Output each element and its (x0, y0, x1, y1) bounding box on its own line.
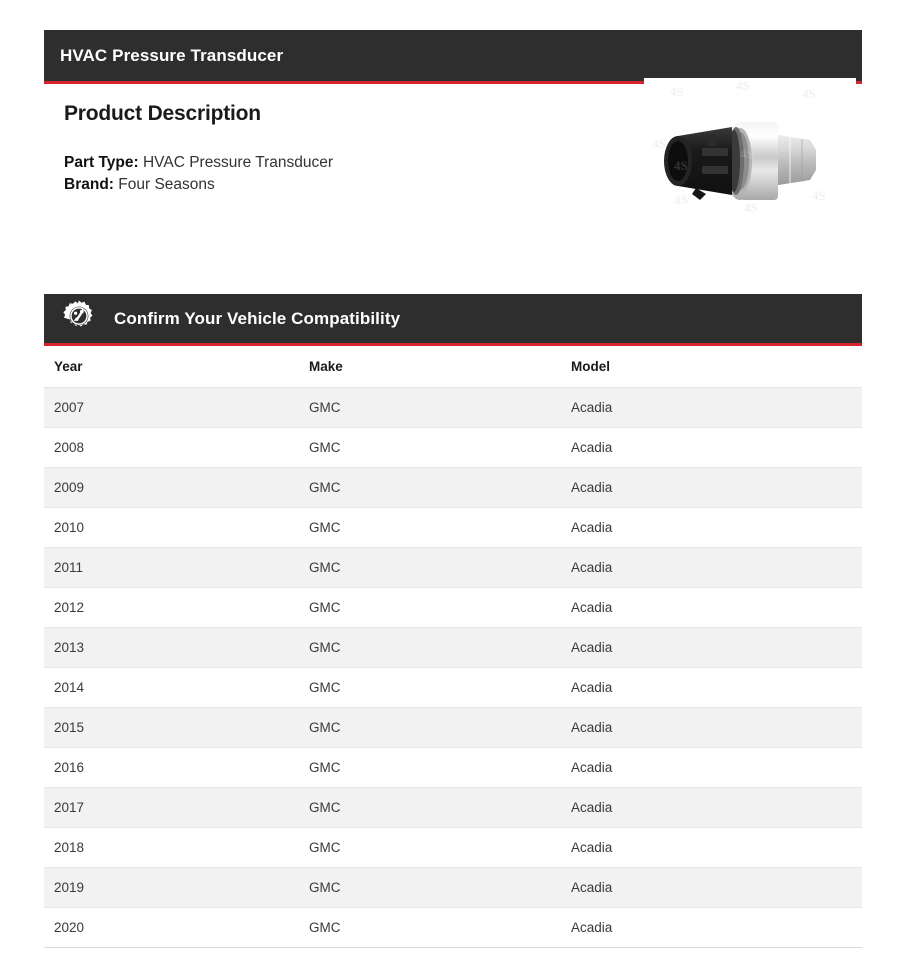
table-row (44, 548, 862, 588)
table-row (44, 468, 862, 508)
vehicle-compatibility-panel (44, 294, 862, 948)
cell-model: Acadia (561, 788, 862, 828)
product-panel-header (44, 30, 862, 84)
cell-model: Acadia (561, 508, 862, 548)
table-row (44, 908, 862, 948)
cell-model: Acadia (561, 868, 862, 908)
table-row (44, 668, 862, 708)
cell-year: 2015 (44, 708, 299, 748)
cell-year: 2019 (44, 868, 299, 908)
cell-year: 2012 (44, 588, 299, 628)
cell-model: Acadia (561, 548, 862, 588)
cell-make: GMC (299, 468, 561, 508)
cell-year: 2016 (44, 748, 299, 788)
spec-value-part-type: HVAC Pressure Transducer (142, 154, 334, 171)
compatibility-panel-title: Confirm Your Vehicle Compatibility (114, 308, 401, 328)
table-row (44, 828, 862, 868)
product-description-panel (44, 30, 862, 260)
cell-model: Acadia (561, 628, 862, 668)
spec-value-brand: Four Seasons (118, 176, 215, 193)
product-description-heading: Product Description (64, 102, 261, 125)
svg-text:4S: 4S (736, 78, 750, 93)
column-header-model: Model (561, 346, 862, 388)
table-row (44, 388, 862, 428)
table-row (44, 628, 862, 668)
cell-year: 2014 (44, 668, 299, 708)
cell-make: GMC (299, 908, 561, 948)
table-row (44, 748, 862, 788)
cell-make: GMC (299, 828, 561, 868)
cell-model: Acadia (561, 828, 862, 868)
cell-make: GMC (299, 588, 561, 628)
table-row (44, 708, 862, 748)
cell-year: 2020 (44, 908, 299, 948)
svg-text:4S: 4S (652, 136, 666, 151)
table-row (44, 428, 862, 468)
svg-text:4S: 4S (674, 192, 688, 207)
svg-text:4S: 4S (812, 188, 826, 203)
fitment-table-head (44, 346, 862, 388)
spec-label-brand: Brand: (64, 176, 114, 193)
gear-wrench-icon (62, 299, 96, 338)
cell-year: 2009 (44, 468, 299, 508)
fitment-table-body (44, 388, 862, 948)
cell-make: GMC (299, 428, 561, 468)
spec-label-part-type: Part Type: (64, 154, 139, 171)
cell-model: Acadia (561, 428, 862, 468)
cell-model: Acadia (561, 588, 862, 628)
cell-year: 2008 (44, 428, 299, 468)
product-panel-body (44, 78, 862, 257)
column-header-make: Make (299, 346, 561, 388)
table-row (44, 868, 862, 908)
cell-make: GMC (299, 388, 561, 428)
table-row (44, 788, 862, 828)
cell-make: GMC (299, 628, 561, 668)
cell-model: Acadia (561, 388, 862, 428)
compatibility-panel-header (44, 294, 862, 346)
cell-make: GMC (299, 668, 561, 708)
product-panel-title: HVAC Pressure Transducer (60, 45, 284, 65)
cell-year: 2011 (44, 548, 299, 588)
svg-text:4S: 4S (744, 200, 758, 215)
cell-make: GMC (299, 708, 561, 748)
cell-model: Acadia (561, 708, 862, 748)
table-row (44, 508, 862, 548)
cell-make: GMC (299, 868, 561, 908)
cell-year: 2018 (44, 828, 299, 868)
table-header-row (44, 346, 862, 388)
product-image (644, 78, 856, 238)
svg-text:4S: 4S (740, 146, 754, 161)
cell-make: GMC (299, 748, 561, 788)
cell-year: 2017 (44, 788, 299, 828)
cell-model: Acadia (561, 748, 862, 788)
column-header-year: Year (44, 346, 299, 388)
cell-year: 2013 (44, 628, 299, 668)
vehicle-fitment-table (44, 346, 862, 948)
cell-make: GMC (299, 548, 561, 588)
pressure-transducer-illustration (644, 78, 856, 238)
cell-model: Acadia (561, 668, 862, 708)
svg-text:4S: 4S (670, 84, 684, 99)
cell-year: 2007 (44, 388, 299, 428)
table-row (44, 588, 862, 628)
cell-year: 2010 (44, 508, 299, 548)
svg-text:4S: 4S (674, 158, 688, 173)
cell-make: GMC (299, 508, 561, 548)
svg-text:4S: 4S (802, 86, 816, 101)
cell-model: Acadia (561, 908, 862, 948)
cell-make: GMC (299, 788, 561, 828)
cell-model: Acadia (561, 468, 862, 508)
